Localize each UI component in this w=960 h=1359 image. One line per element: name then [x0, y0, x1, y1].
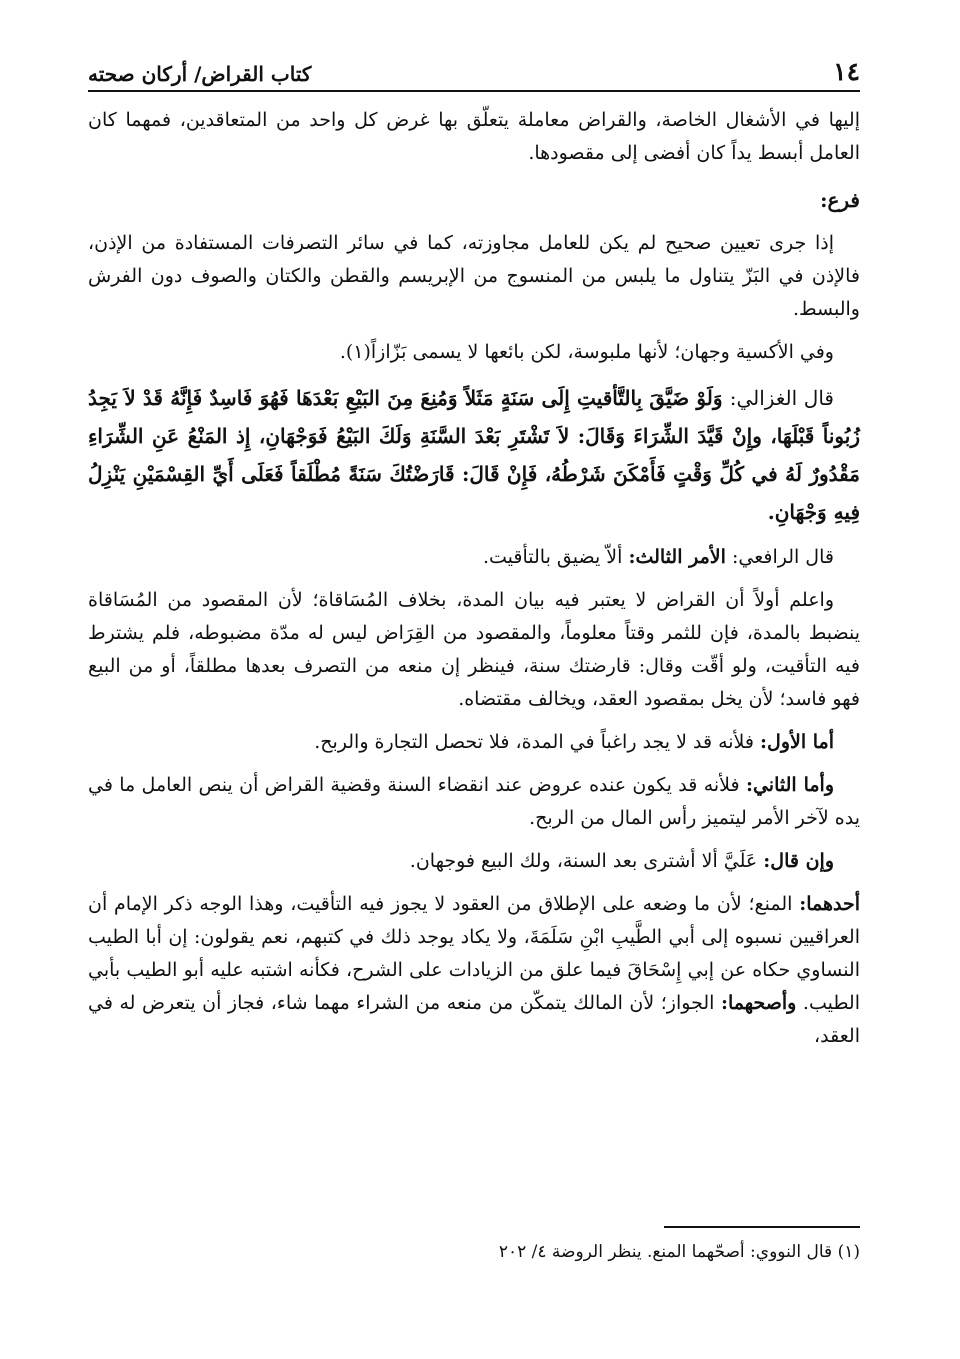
- wain-text: عَلَيَّ ألا أشترى بعد السنة، ولك البيع فوجهان.: [409, 850, 758, 872]
- main-text: [88, 104, 860, 1063]
- footnote-rule: [664, 1226, 860, 1228]
- footnote: (١) قال النووي: أصحّهما المنع. ينظر الروضة ٤/ ٢٠٢: [498, 1242, 860, 1262]
- rafii-paragraph: [88, 541, 860, 574]
- thani-label: وأما الثاني:: [745, 774, 834, 796]
- paragraph-1: إليها في الأشغال الخاصة، والقراض معاملة يتعلّق بها غرض كل واحد من المتعاقدين، فمهما كان العامل أبسط يداً كان أفضى إلى مقصودها.: [88, 109, 860, 164]
- paragraph-3: وفي الأكسية وجهان؛ لأنها ملبوسة، لكن بائعها لا يسمى بَزّازاً(١).: [339, 341, 834, 363]
- awwal-label: أما الأول:: [760, 731, 834, 753]
- paragraph-2: إذا جرى تعيين صحيح لم يكن للعامل مجاوزته، كما في سائر التصرفات المستفادة من الإذن، فالإذن في البَزّ يتناول ما يلبس من المنسوج من الإبريسم والقطن والكتان والصوف دون الفرش والبسط.: [88, 232, 860, 320]
- rafii-bold-label: الأمر الثالث:: [628, 546, 726, 568]
- awwal-paragraph: [88, 726, 860, 759]
- running-head: كتاب القراض/ أركان صحته: [88, 62, 312, 86]
- page-header: [88, 40, 860, 84]
- ahaduhuma-text: المنع؛ لأن ما وضعه على الإطلاق من العقود لا يجوز فيه التأقيت، وهذا الوجه ذكر الإمام أن العراقيين نسبوه إلى أبي الطَّيبِ ابْنِ سَلَمَةَ، ولا يكاد يوجد ذلك في كتبهم، نعم يقولون: إن أبا الطيب النساوي حكاه عن إبي إِسْحَاقَ فيما علق من الزيادات على الشرح، فكأنه اشتبه عليه أبو الطيب بأبي الطيب.: [88, 893, 860, 1014]
- rafii-text: ألاّ يضيق بالتأقيت.: [482, 546, 623, 568]
- thani-text: فلأنه قد يكون عنده عروض عند انقضاء السنة وقضية القراض أن ينص العامل ما في يده لآخر الأمر ليتميز رأس المال من الربح.: [88, 774, 860, 829]
- thani-paragraph: [88, 769, 860, 835]
- ghazali-quote: [88, 379, 860, 531]
- asahhuhuma-text: الجواز؛ لأن المالك يتمكّن من منعه من الشراء مهما شاء، فجاز أن يتعرض له في العقد،: [88, 992, 860, 1047]
- paragraph-4: واعلم أولاً أن القراض لا يعتبر فيه بيان المدة، بخلاف المُسَاقاة؛ لأن المقصود من المُسَاقاة ينضبط بالمدة، فإن للثمر وقتاً معلوماً، والمقصود من القِرَاض ليس له مدّة مضبوطه، فلم يشترط فيه التأقيت، ولو أقّت وقال: قارضتك سنة، فينظر إن منعه من التصرف بعدها مطلقاً، أو من البيع فهو فاسد؛ لأن يخل بمقصود العقد، ويخالف مقتضاه.: [88, 589, 860, 710]
- ghazali-intro: قال الغزالي:: [729, 386, 834, 410]
- wain-paragraph: [88, 845, 860, 878]
- header-rule: [88, 90, 860, 92]
- section-heading-far: فرع:: [820, 188, 860, 212]
- wain-label: وإن قال:: [763, 850, 834, 872]
- ahaduhuma-paragraph: [88, 888, 860, 1053]
- page-number: ١٤: [833, 57, 860, 86]
- ahaduhuma-label: أحدهما:: [799, 893, 860, 915]
- asahhuhuma-label: وأصحهما:: [720, 992, 797, 1014]
- rafii-intro: قال الرافعي:: [731, 546, 834, 568]
- ghazali-text: وَلَوْ ضَيَّقَ بِالتَّأقيتِ إِلَى سَنَةٍ مَثَلاً وَمُنِعَ مِنَ البَيْعِ بَعْدَهَا فَهُوَ فَاسِدٌ فَإِنَّهُ قَدْ لاَ يَجِدُ زُبُوناً قَبْلَهَا، وإِنْ قَيَّدَ الشِّرَاءَ وَقَالَ: لاَ تَشْتَرِ بَعْدَ السَّنَةِ وَلَكَ البَيْعُ فَوَجْهَانِ، إِذ المَنْعُ عَنِ الشِّرَاءِ مَقْدُورٌ لَهُ في كُلِّ وَقْتٍ فَأَمْكَنَ شَرْطُهُ، فَإِنْ قَالَ: قَارَضْتُكَ سَنَةً مُطْلَقاً فَعَلَى أَيِّ القِسْمَيْنِ يَنْزِلُ فِيهِ وَجْهَانِ.: [88, 386, 860, 524]
- awwal-text: فلأنه قد لا يجد راغباً في المدة، فلا تحصل التجارة والربح.: [314, 731, 754, 753]
